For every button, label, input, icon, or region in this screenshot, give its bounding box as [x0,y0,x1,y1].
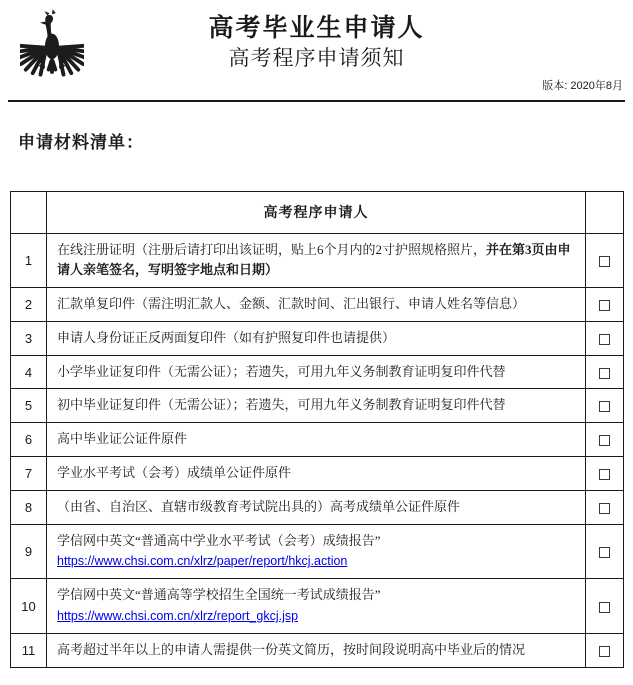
row-text [47,524,586,579]
row-text-segment: 学信网中英文“普通高等学校招生全国统一考试成绩报告” [57,587,381,603]
row-text-segment: 汇款单复印件（需注明汇款人、金额、汇款时间、汇出银行、申请人姓名等信息） [57,296,526,312]
row-number: 8 [11,490,47,524]
materials-checklist-table [10,191,624,668]
checkbox-cell [586,389,624,423]
row-text [47,633,586,667]
row-number: 4 [11,355,47,389]
chsi-report-link[interactable]: https://www.chsi.com.cn/xlrz/report_gkcj.jsp [57,609,299,624]
applicant-type-header: 高考程序申请人 [47,191,586,233]
number-column-header [11,191,47,233]
checkbox[interactable] [599,547,610,558]
row-text-segment: 在线注册证明（注册后请打印出该证明，贴上6个月内的2寸护照规格照片， [57,241,487,257]
checkbox-cell [586,524,624,579]
page-title: 高考毕业生申请人 [208,15,425,42]
version-label: 版本: 2020年8月 [542,79,623,92]
row-number: 7 [11,457,47,491]
row-number: 11 [11,633,47,667]
row-text-segment: 学信网中英文“普通高中学业水平考试（会考）成绩报告” [57,532,381,548]
row-text [47,288,586,322]
checkbox-cell [586,233,624,288]
document-titles [0,0,633,72]
row-text-segment: 初中毕业证复印件（无需公证）；若遗失，可用九年义务制教育证明复印件代替 [57,397,506,413]
checkbox-cell [586,321,624,355]
table-row [11,288,624,322]
table-header-row [11,191,624,233]
table-row [11,633,624,667]
checkbox[interactable] [599,368,610,379]
table-row [11,233,624,288]
german-federal-eagle-icon [20,7,84,89]
checkbox[interactable] [599,646,610,657]
checkbox[interactable] [599,503,610,514]
row-text [47,233,586,288]
table-row [11,490,624,524]
checkbox-cell [586,423,624,457]
checkbox[interactable] [599,300,610,311]
checkbox[interactable] [599,602,610,613]
checkbox[interactable] [599,334,610,345]
row-number: 1 [11,233,47,288]
checkbox-cell [586,490,624,524]
row-text [47,321,586,355]
table-row [11,423,624,457]
row-text-segment: 申请人身份证正反两面复印件（如有护照复印件也请提供） [57,329,396,345]
row-number: 5 [11,389,47,423]
header-divider [8,100,625,102]
page-subtitle: 高考程序申请须知 [228,46,405,71]
row-text-segment: 高中毕业证公证件原件 [57,431,188,447]
checkbox-cell [586,579,624,634]
table-row [11,579,624,634]
row-number: 10 [11,579,47,634]
chsi-report-link[interactable]: https://www.chsi.com.cn/xlrz/paper/report/hkcj.action [57,554,348,569]
row-text [47,355,586,389]
row-text [47,423,586,457]
table-row [11,457,624,491]
checkbox[interactable] [599,469,610,480]
checkbox-column-header [586,191,624,233]
checkbox[interactable] [599,401,610,412]
checkbox-cell [586,633,624,667]
row-number: 2 [11,288,47,322]
table-row [11,524,624,579]
table-row [11,321,624,355]
checkbox-cell [586,355,624,389]
checkbox-cell [586,457,624,491]
row-text [47,389,586,423]
row-text-segment: 小学毕业证复印件（无需公证）；若遗失，可用九年义务制教育证明复印件代替 [57,363,506,379]
checkbox[interactable] [599,256,610,267]
row-text-bold-segment: 并在第3页由申请人亲笔签名，写明签字地点和日期） [57,241,571,278]
row-text [47,579,586,634]
table-row [11,355,624,389]
checkbox[interactable] [599,435,610,446]
checkbox-cell [586,288,624,322]
row-text-segment: （由省、自治区、直辖市级教育考试院出具的）高考成绩单公证件原件 [57,498,461,514]
row-text-segment: 高考超过半年以上的申请人需提供一份英文简历，按时间段说明高中毕业后的情况 [57,641,526,657]
row-text [47,490,586,524]
section-heading: 申请材料清单： [18,132,144,152]
row-text [47,457,586,491]
table-row [11,389,624,423]
checklist-body [11,233,624,667]
row-number: 9 [11,524,47,579]
row-number: 6 [11,423,47,457]
row-text-segment: 学业水平考试（会考）成绩单公证件原件 [57,465,292,481]
row-number: 3 [11,321,47,355]
